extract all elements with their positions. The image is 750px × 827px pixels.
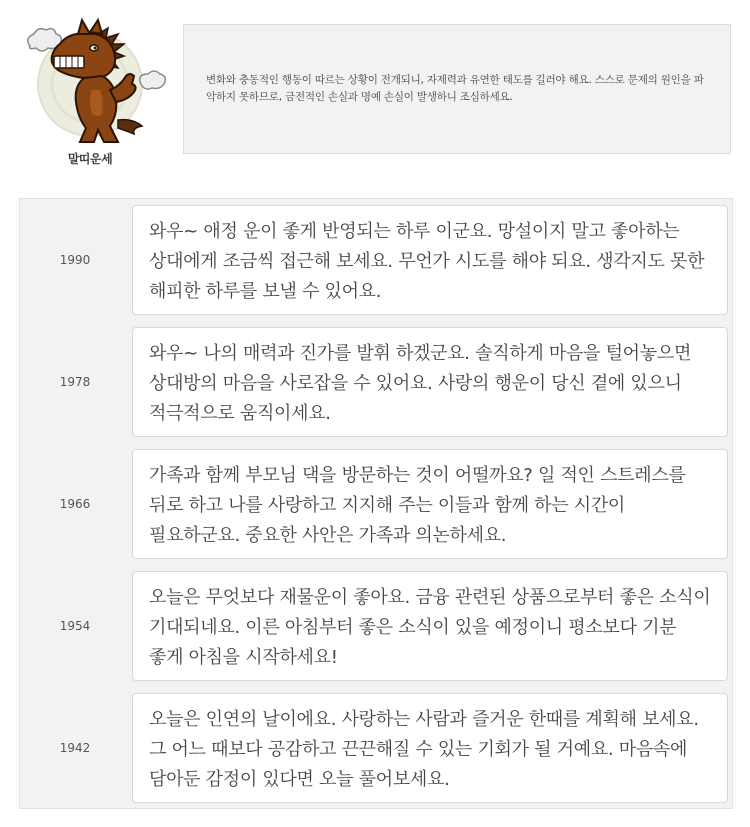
fortune-text: 가족과 함께 부모님 댁을 방문하는 것이 어떨까요? 일 적인 스트레스를 뒤로 하고 나를 사랑하고 지지해 주는 이들과 함께 하는 시간이 필요하군요. 중요한 사안은 가족과 의논하세요. (132, 449, 728, 559)
fortune-list (19, 198, 733, 809)
fortune-row (20, 565, 732, 687)
birth-year: 1954 (59, 619, 91, 633)
horse-mascot-icon (20, 16, 170, 151)
summary-box (183, 24, 731, 154)
mascot (20, 16, 180, 176)
fortune-text: 와우~ 나의 매력과 진가를 발휘 하겠군요. 솔직하게 마음을 털어놓으면 상대방의 마음을 사로잡을 수 있어요. 사랑의 행운이 당신 곁에 있으니 적극적으로 움직이세요. (132, 327, 728, 437)
mascot-label: 말띠운세 (67, 152, 113, 166)
birth-year: 1990 (59, 253, 91, 267)
fortune-text: 와우~ 애정 운이 좋게 반영되는 하루 이군요. 망설이지 말고 좋아하는 상대에게 조금씩 접근해 보세요. 무언가 시도를 해야 되요. 생각지도 못한 해피한 하루를 보낼 수 있어요. (132, 205, 728, 315)
fortune-row (20, 321, 732, 443)
fortune-row (20, 199, 732, 321)
fortune-row (20, 687, 732, 809)
birth-year: 1966 (59, 497, 91, 511)
summary-text: 변화와 충동적인 행동이 따르는 상황이 전개되니, 자제력과 유연한 태도를 길러야 해요. 스스로 문제의 원인을 파악하지 못하므로, 금전적인 손실과 명예 손실이 발생하니 조심하세요. (206, 74, 704, 103)
fortune-text: 오늘은 인연의 날이에요. 사랑하는 사람과 즐거운 한때를 계획해 보세요. 그 어느 때보다 공감하고 끈끈해질 수 있는 기회가 될 거예요. 마음속에 담아둔 감정이 있다면 오늘 풀어보세요. (132, 693, 728, 803)
birth-year: 1942 (59, 741, 91, 755)
fortune-text: 오늘은 무엇보다 재물운이 좋아요. 금융 관련된 상품으로부터 좋은 소식이 기대되네요. 이른 아침부터 좋은 소식이 있을 예정이니 평소보다 기분 좋게 아침을 시작하세요! (132, 571, 728, 681)
fortune-header (20, 16, 732, 176)
birth-year: 1978 (59, 375, 91, 389)
fortune-row (20, 443, 732, 565)
